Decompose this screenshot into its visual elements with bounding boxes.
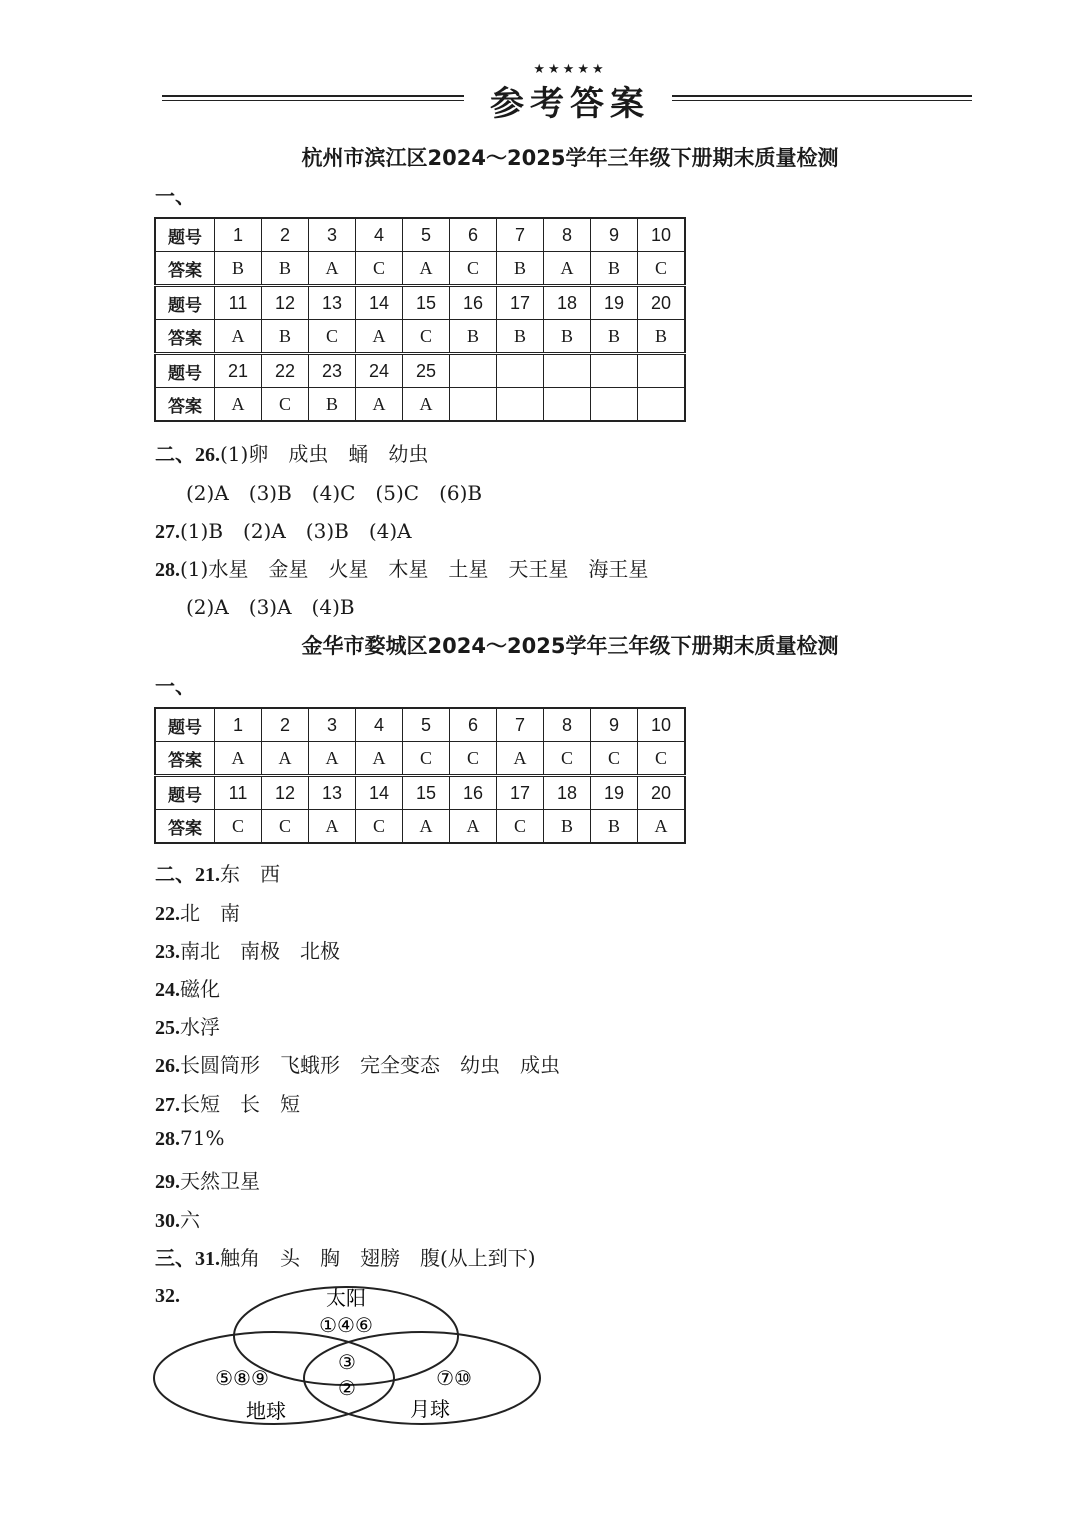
question-number-cell: 21 xyxy=(215,354,262,388)
answer-cell: A xyxy=(215,320,262,354)
answer-cell: B xyxy=(262,252,309,286)
answer-text: (1)卵 成虫 蛹 幼虫 xyxy=(220,442,429,466)
answer-cell: A xyxy=(638,810,686,844)
question-number-cell: 10 xyxy=(638,708,686,742)
question-number-cell: 10 xyxy=(638,218,686,252)
answer-text: 长圆筒形 飞蛾形 完全变态 幼虫 成虫 xyxy=(180,1053,560,1077)
question-number: 32. xyxy=(155,1285,180,1307)
question-number-cell: 3 xyxy=(309,218,356,252)
question-number-cell: 9 xyxy=(591,708,638,742)
question-number: 23. xyxy=(155,941,180,963)
answer-cell: B xyxy=(497,320,544,354)
answer-cell: B xyxy=(591,810,638,844)
question-number-row xyxy=(155,218,685,252)
question-number-cell: 13 xyxy=(309,286,356,320)
question-number-cell xyxy=(450,354,497,388)
question-number-cell: 3 xyxy=(309,708,356,742)
row-header: 题号 xyxy=(155,218,215,252)
row-header: 题号 xyxy=(155,708,215,742)
answer-text: (1)B (2)A (3)B (4)A xyxy=(180,519,412,543)
answer-cell: A xyxy=(356,320,403,354)
question-number-row xyxy=(155,776,685,810)
answer-cell: C xyxy=(403,742,450,776)
header-rule-left xyxy=(162,95,464,101)
question-number-cell: 12 xyxy=(262,286,309,320)
question-number: 22. xyxy=(155,903,180,925)
answer-cell: A xyxy=(309,252,356,286)
answer-cell: B xyxy=(309,388,356,422)
answer-line xyxy=(155,1204,200,1233)
answer-line xyxy=(186,477,482,506)
answer-cell: C xyxy=(309,320,356,354)
answer-line xyxy=(186,591,355,620)
row-header: 答案 xyxy=(155,388,215,422)
answer-cell: A xyxy=(544,252,591,286)
answer-row xyxy=(155,320,685,354)
answer-line xyxy=(155,858,280,887)
section2-title: 金华市婺城区2024～2025学年三年级下册期末质量检测 xyxy=(301,634,839,658)
question-number-cell: 20 xyxy=(638,776,686,810)
question-number: 三、31. xyxy=(155,1248,220,1270)
question-number: 二、21. xyxy=(155,864,220,886)
question-number-cell: 24 xyxy=(356,354,403,388)
center-bottom-item: ② xyxy=(338,1376,356,1400)
question-number-cell: 18 xyxy=(544,776,591,810)
question-number-cell: 14 xyxy=(356,776,403,810)
answer-row xyxy=(155,810,685,844)
row-header: 答案 xyxy=(155,742,215,776)
answer-text: 水浮 xyxy=(180,1015,220,1039)
question-number-cell: 15 xyxy=(403,286,450,320)
question-number-cell xyxy=(638,354,686,388)
question-number: 二、26. xyxy=(155,444,220,466)
answer-cell: C xyxy=(262,810,309,844)
answer-cell: A xyxy=(356,742,403,776)
answer-cell: C xyxy=(356,252,403,286)
question-number: 27. xyxy=(155,521,180,543)
row-header: 答案 xyxy=(155,252,215,286)
question-number-cell xyxy=(591,354,638,388)
row-header: 答案 xyxy=(155,320,215,354)
answer-cell: B xyxy=(591,320,638,354)
answer-cell: C xyxy=(356,810,403,844)
earth-items: ⑤⑧⑨ xyxy=(215,1366,269,1390)
answer-cell: A xyxy=(450,810,497,844)
answer-cell: A xyxy=(497,742,544,776)
answer-cell: B xyxy=(497,252,544,286)
question-number-cell: 6 xyxy=(450,218,497,252)
answer-cell: A xyxy=(215,388,262,422)
question-number: 29. xyxy=(155,1171,180,1193)
question-number-cell xyxy=(544,354,591,388)
center-top-item: ③ xyxy=(338,1350,356,1374)
moon-label: 月球 xyxy=(410,1397,450,1421)
answer-cell xyxy=(591,388,638,422)
answer-text: 71% xyxy=(180,1126,225,1150)
row-header: 题号 xyxy=(155,354,215,388)
section2-answer-table xyxy=(154,707,686,844)
answer-line xyxy=(155,935,340,964)
answer-text: (1)水星 金星 火星 木星 土星 天王星 海王星 xyxy=(180,557,649,581)
answer-text: 长短 长 短 xyxy=(180,1092,300,1116)
question-number-cell: 22 xyxy=(262,354,309,388)
answer-line xyxy=(155,1049,560,1078)
answer-cell: C xyxy=(638,742,686,776)
question-number-cell: 2 xyxy=(262,708,309,742)
question-number: 24. xyxy=(155,979,180,1001)
answer-row xyxy=(155,388,685,422)
answer-cell: A xyxy=(403,252,450,286)
answer-text: (2)A (3)A (4)B xyxy=(186,595,355,619)
answer-cell: B xyxy=(450,320,497,354)
question-number: 28. xyxy=(155,559,180,581)
header-rule-right xyxy=(672,95,972,101)
question-number: 28. xyxy=(155,1128,180,1150)
row-header: 题号 xyxy=(155,286,215,320)
section1-part1-label: 一、 xyxy=(155,184,195,208)
question-number: 30. xyxy=(155,1210,180,1232)
answer-cell: C xyxy=(544,742,591,776)
answer-cell: A xyxy=(309,742,356,776)
answer-line xyxy=(155,515,412,544)
sun-items: ①④⑥ xyxy=(319,1313,373,1337)
answer-cell: C xyxy=(215,810,262,844)
question-number-cell: 25 xyxy=(403,354,450,388)
answer-cell: C xyxy=(450,742,497,776)
answer-line xyxy=(155,438,428,467)
answer-cell: B xyxy=(544,320,591,354)
sun-label: 太阳 xyxy=(326,1286,366,1310)
answer-cell: C xyxy=(638,252,686,286)
venn-diagram xyxy=(150,1284,550,1434)
answer-text: (2)A (3)B (4)C (5)C (6)B xyxy=(186,481,483,505)
question-number-cell: 13 xyxy=(309,776,356,810)
section2-part1-label: 一、 xyxy=(155,674,195,698)
answer-cell: A xyxy=(262,742,309,776)
question-number-row xyxy=(155,286,685,320)
answer-cell: A xyxy=(403,388,450,422)
earth-label: 地球 xyxy=(246,1399,286,1423)
question-number-row xyxy=(155,354,685,388)
answer-cell xyxy=(544,388,591,422)
answer-text: 触角 头 胸 翅膀 腹(从上到下) xyxy=(220,1246,536,1270)
decorative-stars: ★★★★★ xyxy=(533,62,607,77)
question-number-cell: 1 xyxy=(215,708,262,742)
question-number-cell xyxy=(497,354,544,388)
question-number-cell: 1 xyxy=(215,218,262,252)
answer-cell: C xyxy=(497,810,544,844)
page-title: 参考答案 xyxy=(490,84,650,124)
section1-answer-table xyxy=(154,217,686,422)
question-number-cell: 11 xyxy=(215,776,262,810)
answer-line xyxy=(155,1126,224,1151)
question-number-cell: 16 xyxy=(450,776,497,810)
row-header: 答案 xyxy=(155,810,215,844)
answer-text: 磁化 xyxy=(180,977,220,1001)
row-header: 题号 xyxy=(155,776,215,810)
answer-text: 东 西 xyxy=(220,862,280,886)
question-number-cell: 14 xyxy=(356,286,403,320)
question-number-row xyxy=(155,708,685,742)
answer-cell: B xyxy=(638,320,686,354)
question-number-cell: 23 xyxy=(309,354,356,388)
question-number-cell: 15 xyxy=(403,776,450,810)
question-number-cell: 19 xyxy=(591,776,638,810)
answer-text: 南北 南极 北极 xyxy=(180,939,340,963)
question-number-cell: 8 xyxy=(544,218,591,252)
answer-line xyxy=(155,897,240,926)
moon-items: ⑦⑩ xyxy=(436,1366,472,1390)
answer-cell: A xyxy=(356,388,403,422)
question-number-cell: 7 xyxy=(497,708,544,742)
section1-title: 杭州市滨江区2024～2025学年三年级下册期末质量检测 xyxy=(301,146,839,170)
question-number-cell: 5 xyxy=(403,218,450,252)
question-number-cell: 12 xyxy=(262,776,309,810)
answer-line xyxy=(155,553,648,582)
answer-cell: C xyxy=(262,388,309,422)
question-number-cell: 5 xyxy=(403,708,450,742)
answer-line xyxy=(155,1011,220,1040)
question-number-cell: 4 xyxy=(356,708,403,742)
question-number: 27. xyxy=(155,1094,180,1116)
answer-row xyxy=(155,742,685,776)
question-number-cell: 18 xyxy=(544,286,591,320)
answer-cell xyxy=(497,388,544,422)
answer-cell: A xyxy=(403,810,450,844)
question-number-cell: 2 xyxy=(262,218,309,252)
question-number-cell: 19 xyxy=(591,286,638,320)
question-number-cell: 7 xyxy=(497,218,544,252)
answer-cell: B xyxy=(262,320,309,354)
question-number-cell: 20 xyxy=(638,286,686,320)
answer-cell: A xyxy=(309,810,356,844)
question-number-cell: 16 xyxy=(450,286,497,320)
answer-cell xyxy=(450,388,497,422)
answer-line xyxy=(155,1242,536,1271)
question-number-cell: 17 xyxy=(497,286,544,320)
answer-cell xyxy=(638,388,686,422)
question-number-cell: 8 xyxy=(544,708,591,742)
answer-cell: A xyxy=(215,742,262,776)
question-number-cell: 11 xyxy=(215,286,262,320)
answer-cell: B xyxy=(215,252,262,286)
question-number-cell: 17 xyxy=(497,776,544,810)
question-number-cell: 6 xyxy=(450,708,497,742)
question-number: 26. xyxy=(155,1055,180,1077)
answer-text: 天然卫星 xyxy=(180,1169,260,1193)
answer-cell: B xyxy=(544,810,591,844)
answer-cell: C xyxy=(450,252,497,286)
answer-text: 六 xyxy=(180,1208,200,1232)
answer-cell: C xyxy=(591,742,638,776)
answer-line xyxy=(155,1165,260,1194)
question-number-cell: 4 xyxy=(356,218,403,252)
answer-row xyxy=(155,252,685,286)
answer-cell: C xyxy=(403,320,450,354)
question-number: 25. xyxy=(155,1017,180,1039)
answer-cell: B xyxy=(591,252,638,286)
answer-line xyxy=(155,1088,300,1117)
question-number-cell: 9 xyxy=(591,218,638,252)
answer-text: 北 南 xyxy=(180,901,240,925)
answer-line xyxy=(155,973,220,1002)
